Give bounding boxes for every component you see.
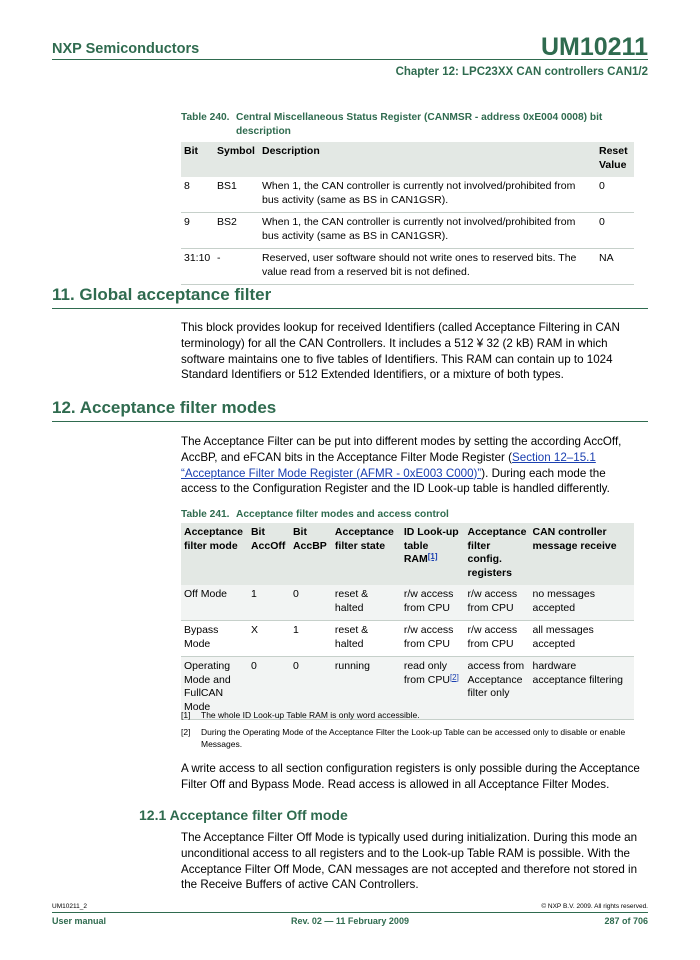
col-header-id-ram: ID Look-up table RAM[1] xyxy=(403,526,459,565)
table240-caption: Table 240. Central Miscellaneous Status Register (CANMSR - address 0xE004 0008) bit description xyxy=(181,112,603,137)
footer-copyright: © NXP B.V. 2009. All rights reserved. xyxy=(541,903,648,910)
header-rule xyxy=(52,59,648,60)
cell-mode: Operating Mode and FullCAN Mode xyxy=(184,660,231,713)
footer-revision: Rev. 02 — 11 February 2009 xyxy=(291,916,409,926)
section-rule xyxy=(52,421,648,422)
footnote-2: [2] During the Operating Mode of the Acceptance Filter the Look-up Table can be accessed only to disable or enable Messages. xyxy=(181,727,626,749)
cell-state: reset & halted xyxy=(334,588,369,614)
table-241 xyxy=(181,523,634,720)
cell-id-ram: r/w access from CPU xyxy=(403,624,454,650)
section-12-1-paragraph: The Acceptance Filter Off Mode is typically used during initialization. During this mode an unconditional access to all registers and to the Look-up Table RAM is possible. With the Acceptance Filter Off Mode, CAN messages are not accepted and therefore not stored in the Receive Buffers of active CAN Controllers. xyxy=(181,831,638,892)
section-12-1-heading: 12.1 Acceptance filter Off mode xyxy=(139,807,348,823)
col-header-reset-value: Reset Value xyxy=(599,145,628,171)
cell-config: r/w access from CPU xyxy=(467,588,518,614)
cell-mode: Off Mode xyxy=(184,588,227,600)
col-header-bit: Bit xyxy=(184,145,198,157)
footnote-ref-1[interactable]: [1] xyxy=(427,552,438,561)
cell-msg: hardware acceptance filtering xyxy=(532,660,623,686)
cell-id-ram: read only from CPU[2] xyxy=(403,660,459,686)
cell-symbol: BS2 xyxy=(217,216,237,228)
cell-symbol: - xyxy=(217,252,221,264)
section-11-heading: 11. Global acceptance filter xyxy=(52,285,272,304)
cell-msg: no messages accepted xyxy=(532,588,595,614)
table-row xyxy=(181,249,634,285)
table241-caption: Table 241. Acceptance filter modes and access control xyxy=(181,509,449,520)
cell-config: r/w access from CPU xyxy=(467,624,518,650)
cell-accbp: 0 xyxy=(292,660,299,672)
cell-description: Reserved, user software should not write ones to reserved bits. The value read from a reserved bit is not defined. xyxy=(262,252,577,278)
cell-reset: 0 xyxy=(599,180,605,192)
col-header-symbol: Symbol xyxy=(217,145,255,157)
cell-symbol: BS1 xyxy=(217,180,237,192)
cell-accbp: 0 xyxy=(292,588,299,600)
cell-reset: NA xyxy=(599,252,614,264)
table-row xyxy=(181,621,634,657)
section-12-paragraph-2: A write access to all section configuration registers is only possible during the Acceptance Filter Off and Bypass Mode. Read access is allowed in all Acceptance Filter Modes. xyxy=(181,762,640,791)
footer-page-number: 287 of 706 xyxy=(604,916,648,926)
table-header-row xyxy=(181,142,634,177)
cell-state: running xyxy=(334,660,370,672)
cell-bit: 31:10 xyxy=(184,252,211,264)
col-header-accoff: Bit AccOff xyxy=(250,526,286,552)
table-row xyxy=(181,177,634,213)
cell-state: reset & halted xyxy=(334,624,369,650)
cell-accoff: X xyxy=(250,624,258,636)
footer-doc-code: UM10211_2 xyxy=(52,903,87,910)
section-11-paragraph: This block provides lookup for received Identifiers (called Acceptance Filtering in CAN terminology) for all the CAN Controllers. It includes a 512 ¥ 32 (2 kB) RAM in which software maintains one to five tables of Identifiers. This RAM can contain up to 1024 Standard Identifiers or 512 Extended Identifiers, or a mixture of both types. xyxy=(181,321,620,382)
cell-description: When 1, the CAN controller is currently not involved/prohibited from bus activity (same as BS in CAN1GSR). xyxy=(262,180,576,206)
footnote-ref-2[interactable]: [2] xyxy=(449,672,459,682)
section-12-heading: 12. Acceptance filter modes xyxy=(52,398,277,417)
company-name: NXP Semiconductors xyxy=(52,41,200,57)
chapter-title: Chapter 12: LPC23XX CAN controllers CAN1/2 xyxy=(395,66,648,78)
cell-bit: 8 xyxy=(184,180,190,192)
section-rule xyxy=(52,308,648,309)
cell-msg: all messages accepted xyxy=(532,624,594,650)
col-header-config: Acceptance filter config. registers xyxy=(467,526,527,579)
cell-accoff: 0 xyxy=(250,660,257,672)
cell-description: When 1, the CAN controller is currently not involved/prohibited from bus activity (same as BS in CAN1GSR). xyxy=(262,216,576,242)
table-row xyxy=(181,213,634,249)
col-header-accbp: Bit AccBP xyxy=(292,526,327,552)
table-240 xyxy=(181,142,634,285)
col-header-msg: CAN controller message receive xyxy=(532,526,617,552)
footer-rule xyxy=(52,912,648,913)
cell-accoff: 1 xyxy=(250,588,257,600)
section-12-15-1-link[interactable]: Section 12–15.1 “Acceptance Filter Mode Register (AFMR - 0xE003 C000)” xyxy=(181,450,596,480)
cell-config: access from Acceptance filter only xyxy=(467,660,525,699)
section-12-paragraph-1: The Acceptance Filter can be put into different modes by setting the according AccOff, AccBP, and eFCAN bits in the Acceptance Filter Mode Register (Section 12–15.1 “Acceptance Filter Mode Register (AFMR - 0xE003 C000)”). During each mode the access to the Configuration Register and the ID Look-up table is handled differently. xyxy=(181,435,622,496)
footnote-1: [1] The whole ID Look-up Table RAM is only word accessible. xyxy=(181,710,420,720)
col-header-description: Description xyxy=(262,145,320,157)
cell-accbp: 1 xyxy=(292,624,299,636)
cell-reset: 0 xyxy=(599,216,605,228)
table-row xyxy=(181,585,634,621)
table-header-row xyxy=(181,523,634,585)
col-header-mode: Acceptance filter mode xyxy=(184,526,243,552)
cell-id-ram: r/w access from CPU xyxy=(403,588,454,614)
col-header-state: Acceptance filter state xyxy=(334,526,394,552)
cell-bit: 9 xyxy=(184,216,190,228)
document-id: UM10211 xyxy=(540,33,648,61)
footer-doc-type: User manual xyxy=(52,916,107,926)
cell-mode: Bypass Mode xyxy=(184,624,219,650)
